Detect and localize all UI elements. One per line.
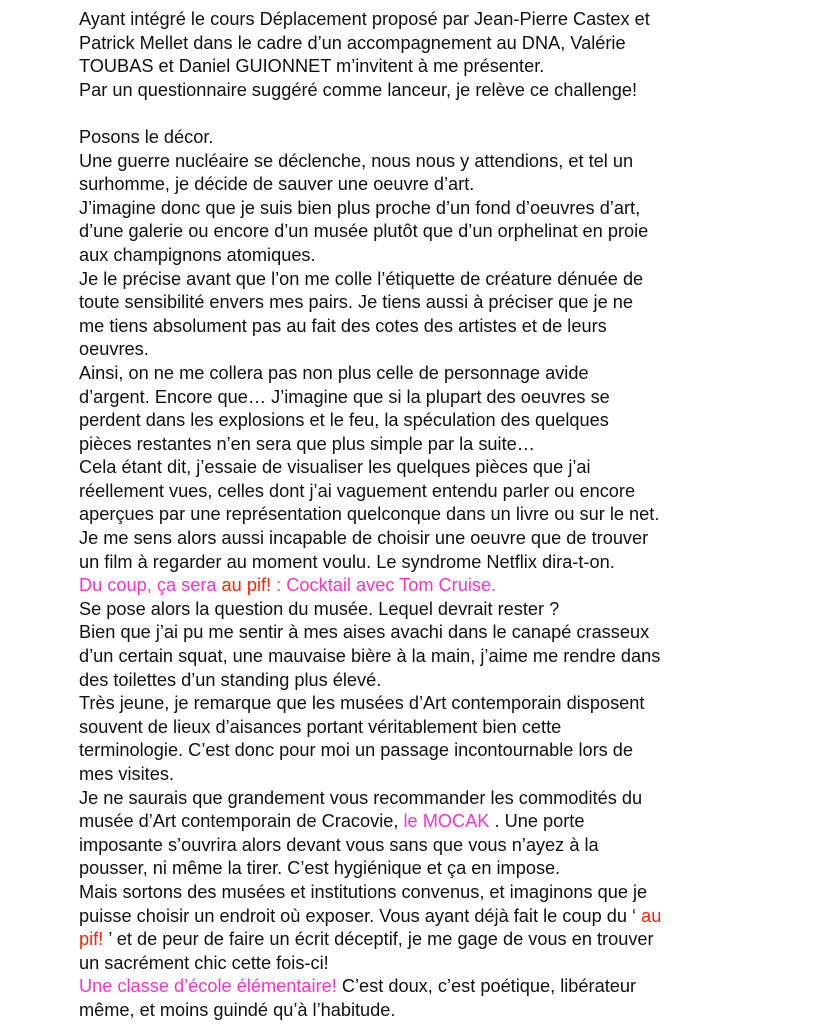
paragraph-line: souvent de lieux d’aisances portant véritablement bien cette (79, 716, 562, 737)
paragraph-line: Je le précise avant que l’on me colle l’étiquette de créature dénuée de (79, 268, 644, 289)
paragraph-line: J’imagine donc que je suis bien plus proche d’un fond d’oeuvres d’art, (79, 197, 641, 218)
paragraph-line: Patrick Mellet dans le cadre d’un accompagnement au DNA, Valérie (79, 32, 626, 53)
paragraph-line: imposante s’ouvrira alors devant vous sans que vous n’ayez à la (79, 834, 599, 855)
paragraph-line: me tiens absolument pas au fait des cotes des artistes et de leurs (79, 315, 607, 336)
line-text: ’ et de peur de faire un écrit déceptif, je me gage de vous en trouver (103, 929, 654, 950)
link-au-pif[interactable]: au pif! (221, 575, 272, 596)
paragraph-line (79, 928, 819, 952)
paragraph-line: réellement vues, celles dont j’ai vaguement entendu parler ou encore (79, 480, 636, 501)
paragraph-line: Je ne saurais que grandement vous recommander les commodités du (79, 787, 643, 808)
paragraph-line: d’une galerie ou encore d’un musée plutôt que d’un orphelinat en proie (79, 221, 649, 242)
paragraph-line: un film à regarder au moment voulu. Le syndrome Netflix dira-t-on. (79, 551, 615, 572)
paragraph-line: toute sensibilité envers mes pairs. Je tiens aussi à préciser que je ne (79, 292, 633, 313)
paragraph-line: Se pose alors la question du musée. Lequel devrait rester ? (79, 598, 560, 619)
line-text: C’est doux, c’est poétique, libérateur (336, 976, 637, 997)
paragraph-line: des toilettes d’un standing plus élevé. (79, 669, 382, 690)
paragraph-line: Par un questionnaire suggéré comme lanceur, je relève ce challenge! (79, 79, 638, 100)
paragraph-line (79, 574, 819, 598)
link-au-pif-2a[interactable]: au (641, 905, 662, 926)
paragraph-line: Mais sortons des musées et institutions convenus, et imaginons que je (79, 881, 648, 902)
paragraph-line: Ayant intégré le cours Déplacement proposé par Jean-Pierre Castex et (79, 9, 650, 29)
paragraph-line: Ainsi, on ne me collera pas non plus celle de personnage avide (79, 362, 589, 383)
link-le-mocak[interactable]: le MOCAK (403, 811, 490, 832)
paragraph-line (79, 975, 819, 999)
line-text: . Une porte (489, 811, 585, 832)
blank-line (79, 102, 819, 126)
line-text: musée d’Art contemporain de Cracovie, (79, 811, 404, 832)
paragraph-line: aux champignons atomiques. (79, 244, 316, 265)
paragraph-line: Très jeune, je remarque que les musées d’Art contemporain disposent (79, 693, 645, 714)
paragraph-line: pièces restantes n’en sera que plus simple par la suite… (79, 433, 535, 454)
paragraph-line (79, 905, 819, 929)
paragraph-line: oeuvres. (79, 339, 149, 360)
paragraph-line: aperçues par une représentation quelconque dans un livre ou sur le net. (79, 504, 660, 525)
paragraph-line: terminologie. C’est donc pour moi un passage incontournable lors de (79, 740, 634, 761)
line-text: puisse choisir un endroit où exposer. Vous ayant déjà fait le coup du ‘ (79, 905, 642, 926)
link-cocktail-tom-cruise[interactable]: : Cocktail avec Tom Cruise. (271, 575, 497, 596)
paragraph-line: Je me sens alors aussi incapable de choisir une oeuvre que de trouver (79, 528, 649, 549)
paragraph-line: mes visites. (79, 764, 174, 784)
paragraph-line: d’un certain squat, une mauvaise bière à la main, j’aime me rendre dans (79, 646, 661, 667)
paragraph-line: Cela étant dit, j’essaie de visualiser les quelques pièces que j’ai (79, 457, 591, 478)
paragraph-line: pousser, ni même la tirer. C’est hygiénique et ça en impose. (79, 858, 561, 879)
paragraph-line: Une guerre nucléaire se déclenche, nous nous y attendions, et tel un (79, 150, 634, 171)
paragraph-line: TOUBAS et Daniel GUIONNET m’invitent à me présenter. (79, 56, 545, 77)
paragraph-line: même, et moins guindé qu’à l’habitude. (79, 999, 396, 1020)
paragraph-line: Posons le décor. (79, 126, 214, 147)
link-du-coup[interactable]: Du coup, ça sera (79, 575, 222, 596)
paragraph-line: perdent dans les explosions et le feu, la spéculation des quelques (79, 410, 609, 431)
link-au-pif-2b[interactable]: pif! (79, 929, 104, 950)
paragraph-line: surhomme, je décide de sauver une oeuvre d’art. (79, 174, 475, 195)
document-body (79, 8, 819, 1023)
link-classe-ecole[interactable]: Une classe d’école élémentaire! (79, 976, 337, 997)
paragraph-line (79, 810, 819, 834)
paragraph-line: un sacrément chic cette fois-ci! (79, 952, 329, 973)
paragraph-line: d’argent. Encore que… J’imagine que si la plupart des oeuvres se (79, 386, 610, 407)
paragraph-line: Bien que j’ai pu me sentir à mes aises avachi dans le canapé crasseux (79, 622, 650, 643)
